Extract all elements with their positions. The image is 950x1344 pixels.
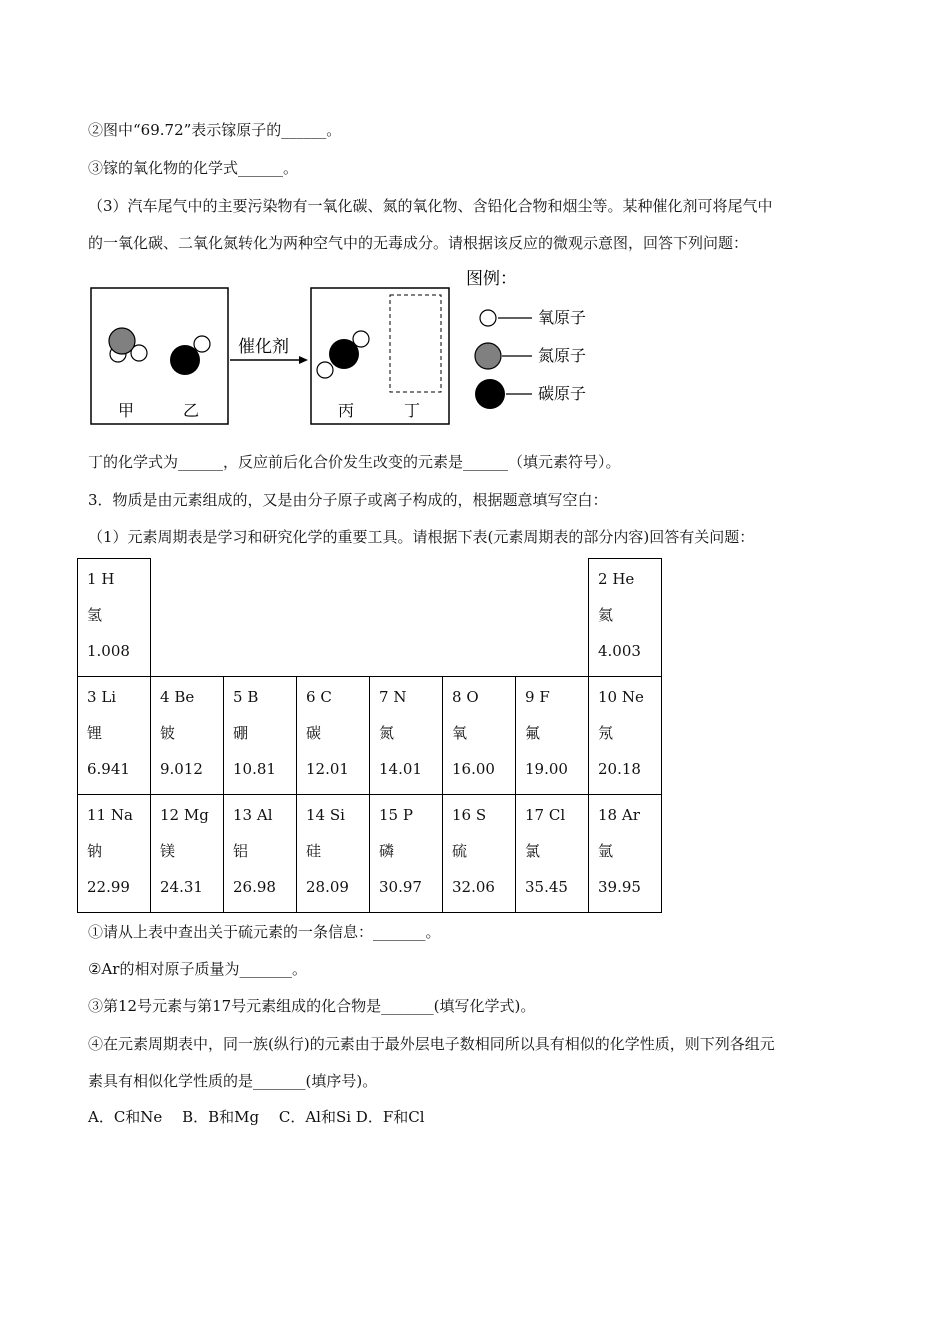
element-cell	[589, 559, 662, 677]
element-cell	[78, 795, 151, 913]
legend-carbon-label: 碳原子	[538, 384, 587, 403]
element-mass: 35.45	[525, 878, 568, 896]
element-mass: 6.941	[87, 760, 130, 778]
element-mass: 39.95	[598, 878, 641, 896]
element-name: 锂	[87, 724, 103, 742]
element-cell	[589, 677, 662, 795]
element-number-symbol: 10 Ne	[598, 688, 644, 706]
sub-question-3: ③第12号元素与第17号元素组成的化合物是_______(填写化学式)。	[88, 997, 536, 1015]
element-mass: 30.97	[379, 878, 422, 896]
element-mass: 1.008	[87, 642, 130, 660]
element-mass: 22.99	[87, 878, 130, 896]
element-name: 氢	[87, 606, 103, 624]
element-name: 氧	[452, 724, 468, 742]
element-name: 镁	[160, 842, 176, 860]
paragraph-exhaust-2: 的一氧化碳、二氧化氮转化为两种空气中的无毒成分。请根据该反应的微观示意图，回答下列问题：	[88, 234, 749, 252]
label-bing: 丙	[338, 401, 355, 420]
element-number-symbol: 9 F	[525, 688, 550, 706]
catalyst-label: 催化剂	[238, 337, 289, 357]
element-cell	[589, 795, 662, 913]
element-number-symbol: 17 Cl	[525, 806, 566, 824]
element-mass: 19.00	[525, 760, 568, 778]
element-number-symbol: 7 N	[379, 688, 407, 706]
table-row	[78, 795, 662, 913]
table-row	[78, 677, 662, 795]
element-cell	[443, 795, 516, 913]
element-mass: 20.18	[598, 760, 641, 778]
element-number-symbol: 14 Si	[306, 806, 345, 824]
element-cell	[516, 795, 589, 913]
element-cell	[297, 677, 370, 795]
unknown-product-dashed-box	[390, 295, 441, 392]
element-mass: 9.012	[160, 760, 203, 778]
element-number-symbol: 5 B	[233, 688, 259, 706]
sub-question-2: ②Ar的相对原子质量为_______。	[88, 960, 307, 978]
element-name: 氟	[525, 724, 541, 742]
sub-question-1: ①请从上表中查出关于硫元素的一条信息：_______。	[88, 923, 441, 941]
element-cell	[370, 795, 443, 913]
element-name: 氮	[379, 724, 395, 742]
reaction-diagram	[88, 268, 628, 438]
element-number-symbol: 3 Li	[87, 688, 117, 706]
nitrogen-atom	[109, 328, 135, 354]
question-line-gallium-mass: ②图中“69.72”表示镓原子的______。	[88, 121, 342, 139]
oxygen-atom	[194, 336, 210, 352]
table-gap	[151, 559, 589, 677]
element-cell	[370, 677, 443, 795]
element-number-symbol: 11 Na	[87, 806, 133, 824]
element-name: 硼	[233, 724, 249, 742]
element-name: 硅	[306, 842, 322, 860]
element-cell	[224, 677, 297, 795]
element-mass: 12.01	[306, 760, 349, 778]
element-mass: 24.31	[160, 878, 203, 896]
element-number-symbol: 1 H	[87, 570, 115, 588]
element-name: 铍	[160, 724, 176, 742]
label-ding: 丁	[404, 401, 421, 420]
element-cell	[224, 795, 297, 913]
question-line-gallium-oxide: ③镓的氧化物的化学式______。	[88, 159, 299, 177]
paragraph-exhaust-1: （3）汽车尾气中的主要污染物有一氧化碳、氮的氧化物、含铅化合物和烟尘等。某种催化剂可将尾气中	[88, 197, 773, 215]
legend-title: 图例：	[466, 269, 517, 289]
label-yi: 乙	[183, 401, 200, 420]
legend-carbon-icon	[475, 379, 505, 409]
element-name: 氯	[525, 842, 541, 860]
question-3-part-1: （1）元素周期表是学习和研究化学的重要工具。请根据下表(元素周期表的部分内容)回答有关问题：	[88, 528, 755, 546]
answer-options: A．C和Ne B．B和Mg C．Al和Si D．F和Cl	[88, 1108, 425, 1126]
element-number-symbol: 8 O	[452, 688, 479, 706]
question-line-ding-formula: 丁的化学式为______，反应前后化合价发生改变的元素是______（填元素符号）。	[88, 453, 621, 471]
oxygen-atom	[353, 331, 369, 347]
arrow-head	[299, 356, 308, 364]
element-name: 氖	[598, 724, 614, 742]
element-cell	[151, 795, 224, 913]
element-number-symbol: 18 Ar	[598, 806, 640, 824]
oxygen-atom	[317, 362, 333, 378]
element-name: 氦	[598, 606, 614, 624]
element-name: 磷	[379, 842, 395, 860]
legend-oxygen-label: 氧原子	[538, 308, 587, 327]
element-number-symbol: 13 Al	[233, 806, 273, 824]
element-cell	[151, 677, 224, 795]
element-mass: 4.003	[598, 642, 641, 660]
element-number-symbol: 15 P	[379, 806, 413, 824]
element-name: 氩	[598, 842, 614, 860]
label-jia: 甲	[118, 401, 135, 420]
sub-question-4-line-2: 素具有相似化学性质的是_______(填序号)。	[88, 1072, 378, 1090]
legend-nitrogen-icon	[475, 343, 501, 369]
element-cell	[516, 677, 589, 795]
legend-oxygen-icon	[480, 310, 496, 326]
element-cell	[443, 677, 516, 795]
element-cell	[78, 677, 151, 795]
element-cell	[78, 559, 151, 677]
periodic-table	[77, 558, 662, 913]
element-name: 碳	[306, 724, 322, 742]
element-number-symbol: 2 He	[598, 570, 635, 588]
element-name: 铝	[233, 842, 249, 860]
legend-nitrogen-label: 氮原子	[538, 346, 587, 365]
element-mass: 10.81	[233, 760, 276, 778]
table-row	[78, 559, 662, 677]
element-name: 钠	[87, 842, 103, 860]
element-cell	[297, 795, 370, 913]
question-3-title: 3．物质是由元素组成的，又是由分子原子或离子构成的，根据题意填写空白：	[88, 491, 608, 509]
element-number-symbol: 12 Mg	[160, 806, 209, 824]
element-number-symbol: 16 S	[452, 806, 487, 824]
sub-question-4-line-1: ④在元素周期表中，同一族(纵行)的元素由于最外层电子数相同所以具有相似的化学性质，则下列各组元	[88, 1035, 775, 1053]
element-mass: 32.06	[452, 878, 495, 896]
element-mass: 16.00	[452, 760, 495, 778]
element-number-symbol: 4 Be	[160, 688, 195, 706]
element-mass: 28.09	[306, 878, 349, 896]
element-number-symbol: 6 C	[306, 688, 332, 706]
element-name: 硫	[452, 842, 468, 860]
element-mass: 14.01	[379, 760, 422, 778]
element-mass: 26.98	[233, 878, 276, 896]
